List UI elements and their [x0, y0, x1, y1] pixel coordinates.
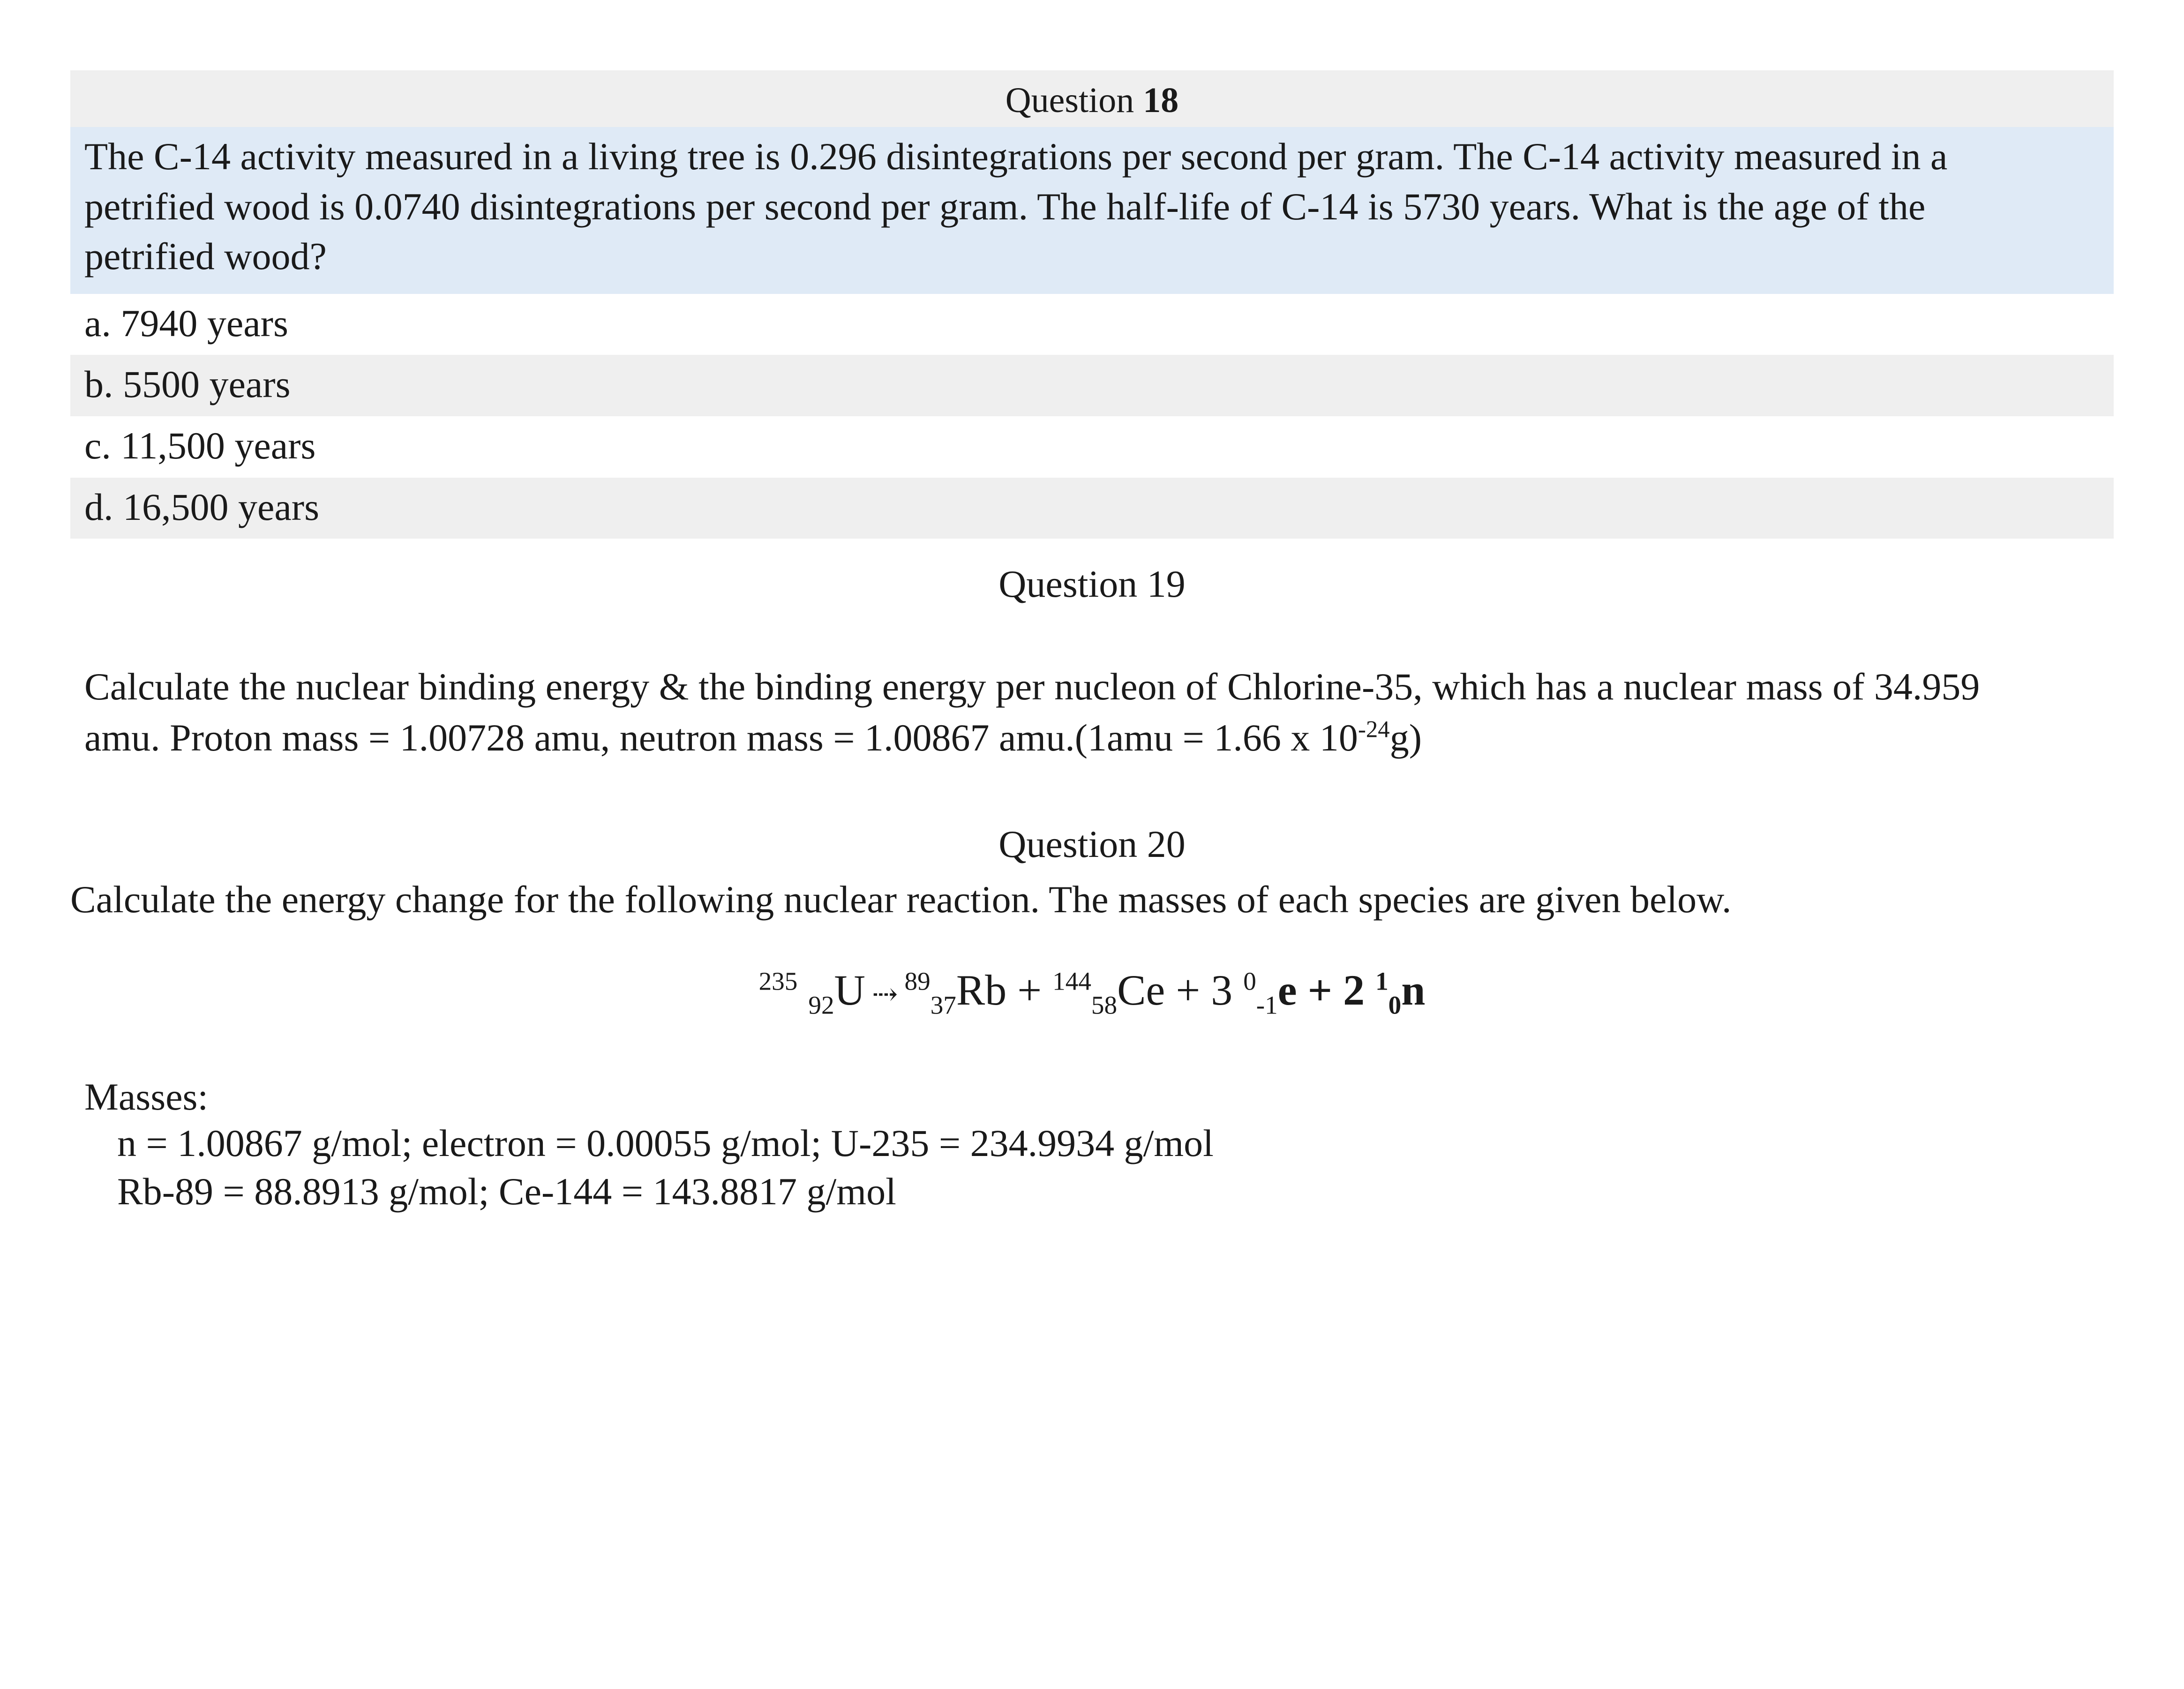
question-19-title: Question 19 [998, 563, 1186, 606]
ce-mass-number: 144 [1052, 967, 1091, 996]
question-18-title-prefix: Question [1005, 81, 1143, 120]
question-18-choice-c[interactable]: c. 11,500 years [84, 424, 316, 467]
electron-atomic-number: -1 [1256, 991, 1278, 1020]
question-18-choice-b[interactable]: b. 5500 years [70, 355, 2114, 416]
u-atomic-number: 92 [808, 991, 834, 1020]
neutron-mass-number: 1 [1375, 967, 1388, 996]
question-18-choice-d[interactable]: d. 16,500 years [70, 478, 2114, 539]
ce-symbol: Ce [1117, 966, 1165, 1014]
reaction-arrow-icon: ⇢ [872, 977, 898, 1012]
electron-symbol: e [1277, 966, 1297, 1014]
question-18-number: 18 [1143, 81, 1179, 120]
question-19-body-part1: Calculate the nuclear binding energy & the binding energy per nucleon of Chlorine-35, which has a nuclear mass of 34.959 amu. Proton mass = 1.00728 amu, neutron mass = 1.00867 amu.(1amu = 1.66 x 10 [84, 665, 1980, 759]
rb-symbol: Rb [956, 966, 1007, 1014]
question-18-stem: The C-14 activity measured in a living tree is 0.296 disintegrations per second per gram. The C-14 activity measured in a petrified wood is 0.0740 disintegrations per second per gram. The half-life of C-14 is 5730 years. What is the age of the petrified wood? [70, 127, 2114, 294]
question-19-exponent: -24 [1358, 716, 1390, 743]
u-mass-number: 235 [758, 967, 798, 996]
rb-atomic-number: 37 [930, 991, 956, 1020]
question-19-body-part2: g) [1389, 716, 1422, 759]
electron-coefficient: 3 [1211, 966, 1233, 1014]
ce-atomic-number: 58 [1091, 991, 1118, 1020]
question-18-block [70, 70, 2114, 539]
u-symbol: U [834, 966, 865, 1014]
neutron-coefficient: 2 [1343, 966, 1365, 1014]
plus-sign-2: + [1176, 966, 1201, 1014]
rb-mass-number: 89 [904, 967, 931, 996]
masses-line-1: n = 1.00867 g/mol; electron = 0.00055 g/mol; U-235 = 234.9934 g/mol [117, 1121, 1214, 1164]
neutron-atomic-number: 0 [1388, 991, 1402, 1020]
plus-sign-1: + [1017, 966, 1042, 1014]
question-20-block [70, 819, 2114, 1216]
question-19-block [70, 559, 2114, 763]
masses-label: Masses: [84, 1075, 209, 1118]
masses-line-2: Rb-89 = 88.8913 g/mol; Ce-144 = 143.8817 g/mol [117, 1170, 896, 1213]
question-20-title: Question 20 [998, 822, 1186, 865]
plus-sign-3: + [1307, 966, 1333, 1014]
question-18-title [70, 70, 2114, 127]
nuclear-reaction-equation [70, 965, 2114, 1020]
question-18-choice-a[interactable]: a. 7940 years [84, 301, 288, 345]
question-19-body [70, 661, 2114, 763]
electron-mass-number: 0 [1243, 967, 1256, 996]
neutron-symbol: n [1401, 966, 1426, 1014]
question-20-body: Calculate the energy change for the following nuclear reaction. The masses of each species are given below. [70, 878, 1732, 921]
